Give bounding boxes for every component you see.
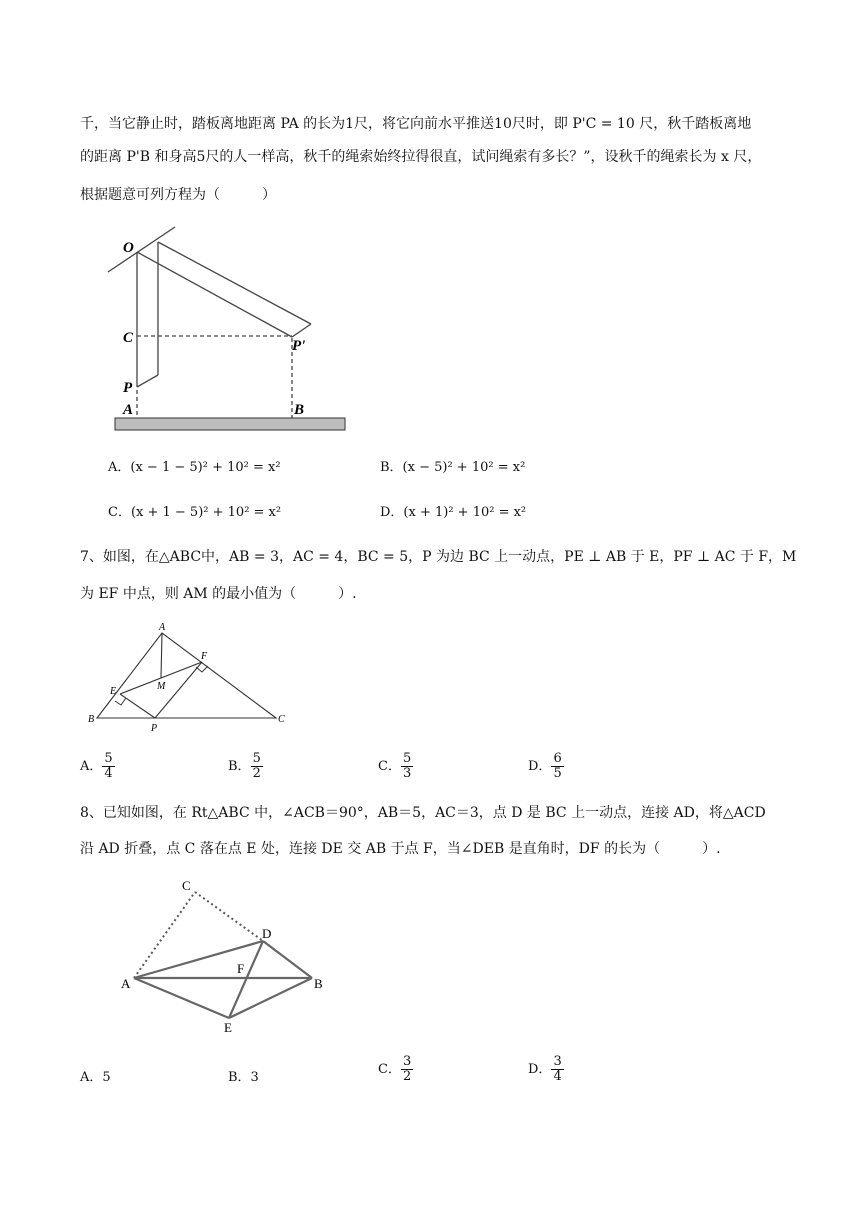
denominator: 3 [402,766,412,781]
label-F: F [237,961,245,976]
denominator: 2 [402,1069,412,1084]
q8-text-line-2: 沿 AD 折叠，点 C 落在点 E 处，连接 DE 交 AB 于点 F，当∠DEB 是直角时，DF 的长为（ ）. [80,841,721,857]
q8-fold-figure [118,872,338,1042]
fraction [551,1055,563,1084]
numerator: 5 [402,751,412,766]
label-C: C [278,714,285,725]
q8-option-d-label: D． [528,1062,552,1077]
numerator: 3 [553,1054,562,1069]
q7-option-a[interactable] [80,752,115,781]
label-B: B [314,976,323,991]
rope-OPp [137,252,292,337]
q6-option-c[interactable]: C．(x + 1 − 5)² + 10² = x² [108,505,282,520]
label-A: A [123,402,134,418]
q7-option-a-label: A． [80,759,103,774]
q7-text-line-2: 为 EF 中点，则 AM 的最小值为（ ）. [80,586,357,602]
label-Pp: P' [292,338,306,354]
dotted-CD [195,892,263,941]
q7-option-d-label: D． [528,759,552,774]
q8-option-b-label: B．3 [228,1070,259,1085]
triangle-ABC [97,633,276,718]
q7-option-b[interactable] [228,752,263,781]
label-E: E [110,686,117,697]
label-A: A [121,976,131,991]
q7-option-b-label: B． [228,759,251,774]
q8-option-c-label: C． [378,1062,401,1077]
seat-P [137,375,158,387]
ground [115,418,345,430]
segment-DE [229,941,263,1018]
fraction [401,1055,413,1084]
denominator: 4 [104,766,113,781]
segment-PE [120,694,155,718]
label-P: P [151,723,158,734]
denominator: 5 [553,766,562,781]
rope-back-slant [158,242,311,324]
q8-option-a[interactable] [80,1066,111,1085]
denominator: 2 [252,766,261,781]
q6-option-a[interactable]: A．(x − 1 − 5)² + 10² = x² [108,460,281,475]
numerator: 6 [553,751,562,766]
q8-option-b[interactable] [228,1066,259,1085]
label-B: B [88,714,95,725]
q6-text-line-1: 千，当它静止时，踏板离地距离 PA 的长为1尺，将它向前水平推送10尺时，即 P'C = 10 尺，秋千踏板离地 [80,116,752,132]
q7-option-d[interactable] [528,752,564,781]
numerator: 5 [104,751,113,766]
right-angle-E [115,698,126,705]
q8-option-a-label: A．5 [80,1070,111,1085]
label-P: P [123,380,133,396]
q8-option-c[interactable] [378,1055,413,1084]
seat-Pp [292,324,311,337]
q6-text-line-3: 根据题意可列方程为（ ） [80,187,276,203]
fraction [401,752,413,781]
q8-option-d[interactable] [528,1055,564,1084]
label-B: B [294,402,305,418]
numerator: 3 [402,1054,412,1069]
q7-triangle-figure [85,620,305,735]
dotted-AC [134,892,195,978]
label-A: A [159,622,166,633]
label-D: D [262,926,272,941]
label-M: M [157,681,166,692]
label-E: E [224,1020,232,1035]
q6-text-line-2: 的距离 P'B 和身高5尺的人一样高，秋千的绳索始终拉得很直，试问绳索有多长？”，设秋千的绳索长为 x 尺， [80,149,762,165]
fraction [551,752,563,781]
q6-option-b[interactable]: B．(x − 5)² + 10² = x² [380,460,526,475]
q7-option-c-label: C． [378,759,401,774]
segment-DB [263,941,312,978]
segment-AM [161,633,162,678]
q7-text-line-1: 7、如图，在△ABC中，AB = 3，AC = 4，BC = 5，P 为边 BC 上一动点，PE ⊥ AB 于 E，PF ⊥ AC 于 F，M [80,549,797,565]
ceiling-line [108,227,175,272]
fraction [251,752,263,781]
q6-option-d[interactable]: D．(x + 1)² + 10² = x² [380,505,527,520]
segment-AE [134,978,229,1018]
denominator: 4 [553,1069,562,1084]
label-F: F [201,651,208,662]
q6-swing-figure [100,220,360,440]
segment-EB [229,978,312,1018]
label-O: O [123,240,134,256]
label-C: C [123,330,134,346]
fraction [102,752,114,781]
q8-text-line-1: 8、已知如图，在 Rt△ABC 中，∠ACB＝90°，AB＝5，AC＝3，点 D 是 BC 上一动点，连接 AD，将△ACD [80,805,766,821]
numerator: 5 [252,751,261,766]
q7-option-c[interactable] [378,752,413,781]
label-C: C [182,878,191,893]
